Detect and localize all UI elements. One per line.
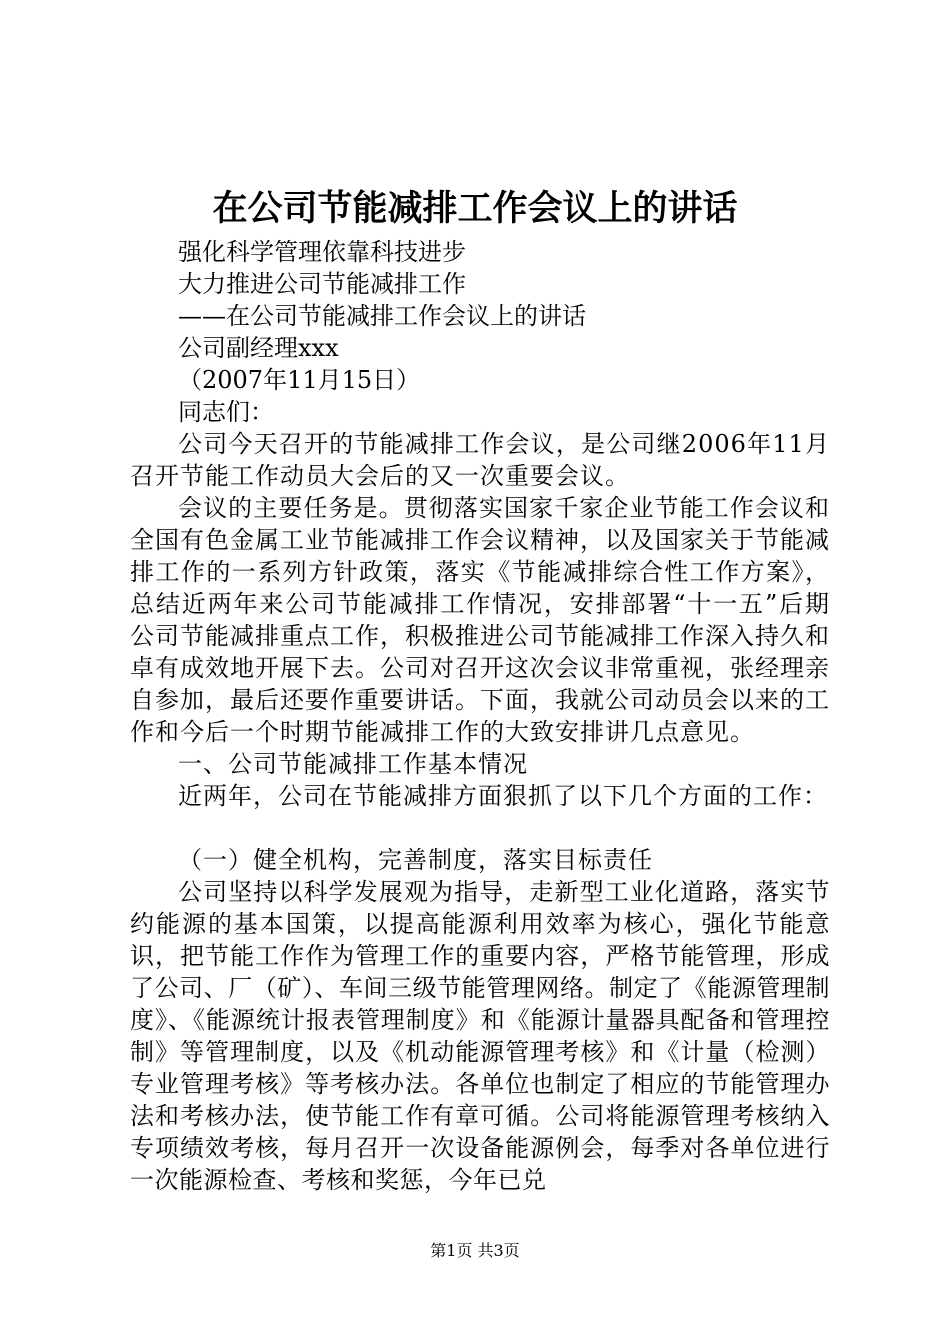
date-line: （2007年11月15日） <box>178 366 421 394</box>
document-body <box>130 236 830 1196</box>
subtitle-line-3: ——在公司节能减排工作会议上的讲话 <box>178 302 586 330</box>
page-footer: 第1页 共3页 <box>430 1241 520 1260</box>
document-title: 在公司节能减排工作会议上的讲话 <box>212 188 738 229</box>
speaker-line: 公司副经理xxx <box>178 334 339 362</box>
subtitle-line-1: 强化科学管理依靠科技进步 <box>178 238 466 266</box>
section-heading-1: 一、公司节能减排工作基本情况 <box>178 750 528 778</box>
paragraph-opening: 公司今天召开的节能减排工作会议，是公司继2006年11月召开节能工作动员大会后的又一次重要会议。 <box>130 430 830 490</box>
blank-line <box>130 812 830 844</box>
salutation-line: 同志们： <box>178 398 274 426</box>
paragraph-main-tasks: 会议的主要任务是。贯彻落实国家千家企业节能工作会议和全国有色金属工业节能减排工作会议精神，以及国家关于节能减排工作的一系列方针政策，落实《节能减排综合性工作方案》，总结近两年来公司节能减排工作情况，安排部署“十一五”后期公司节能减排重点工作，积极推进公司节能减排工作深入持久和卓有成效地开展下去。公司对召开这次会议非常重视，张经理亲自参加，最后还要作重要讲话。下面，我就公司动员会以来的工作和今后一个时期节能减排工作的大致安排讲几点意见。 <box>130 494 830 746</box>
subsection-body-1: 公司坚持以科学发展观为指导，走新型工业化道路，落实节约能源的基本国策，以提高能源利用效率为核心，强化节能意识，把节能工作作为管理工作的重要内容，严格节能管理，形成了公司、厂（矿）、车间三级节能管理网络。制定了《能源管理制度》、《能源统计报表管理制度》和《能源计量器具配备和管理控制》等管理制度，以及《机动能源管理考核》和《计量（检测）专业管理考核》等考核办法。各单位也制定了相应的节能管理办法和考核办法，使节能工作有章可循。公司将能源管理考核纳入专项绩效考核，每月召开一次设备能源例会，每季对各单位进行一次能源检查、考核和奖惩，今年已兑 <box>130 878 830 1194</box>
subsection-heading-1: （一）健全机构，完善制度，落实目标责任 <box>178 846 653 874</box>
subtitle-line-2: 大力推进公司节能减排工作 <box>178 270 466 298</box>
section-intro-1: 近两年，公司在节能减排方面狠抓了以下几个方面的工作： <box>178 782 828 810</box>
